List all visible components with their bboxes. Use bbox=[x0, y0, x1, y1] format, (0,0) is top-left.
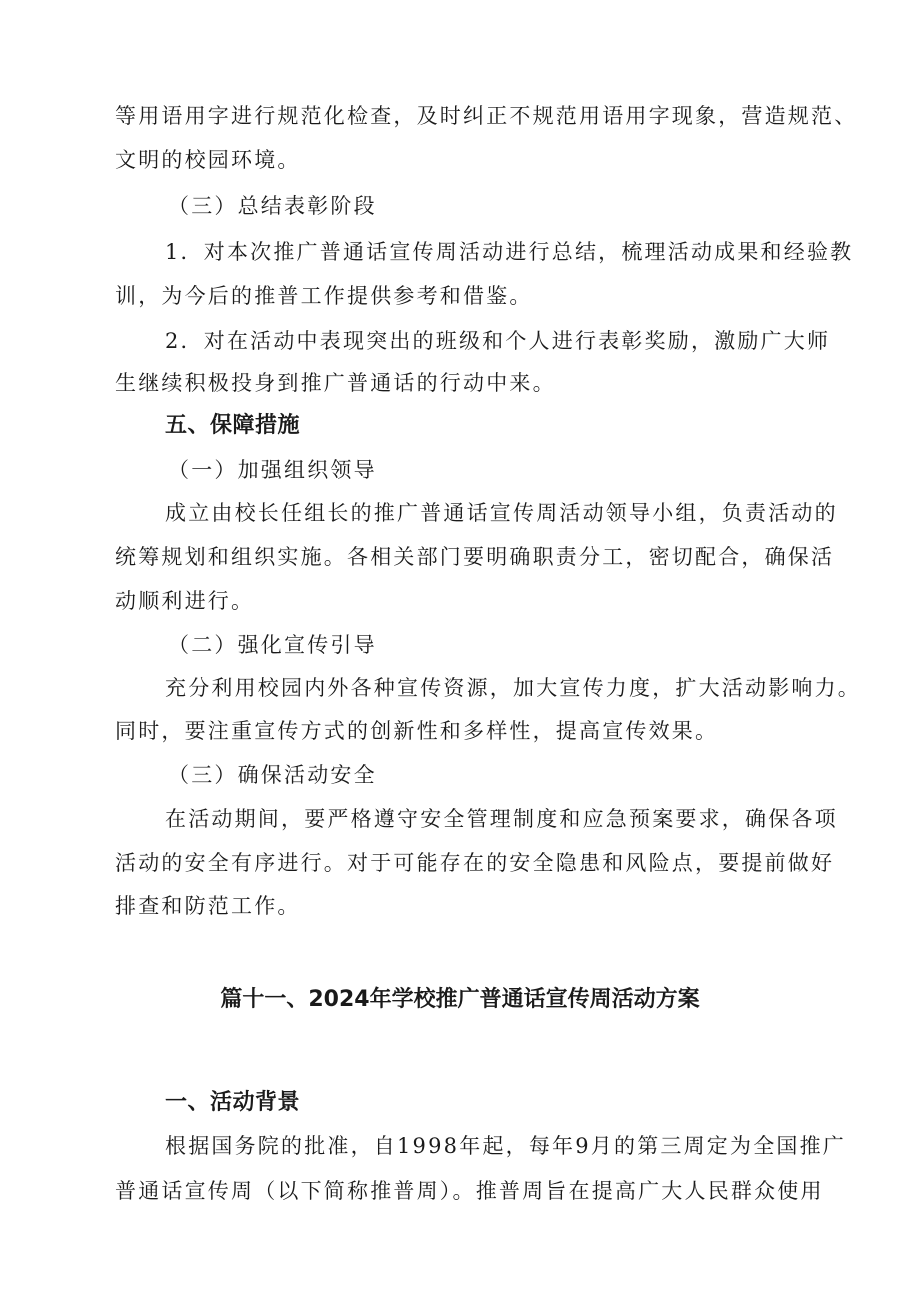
paragraph-line: 动顺利进行。 bbox=[115, 589, 255, 613]
paragraph-line: 排查和防范工作。 bbox=[115, 894, 301, 918]
paragraph-line: 在活动期间，要严格遵守安全管理制度和应急预案要求，确保各项 bbox=[165, 807, 838, 831]
paragraph-line: 根据国务院的批准，自1998年起，每年9月的第三周定为全国推广 bbox=[165, 1134, 847, 1158]
paragraph-line: 统筹规划和组织实施。各相关部门要明确职责分工，密切配合，确保活 bbox=[115, 545, 835, 569]
paragraph-line: 同时，要注重宣传方式的创新性和多样性，提高宣传效果。 bbox=[115, 719, 719, 743]
document-title: 篇十一、2024年学校推广普通话宣传周活动方案 bbox=[220, 987, 700, 1012]
section-heading: 一、活动背景 bbox=[165, 1090, 301, 1115]
section-heading: 五、保障措施 bbox=[165, 413, 301, 438]
paragraph-line: 充分利用校园内外各种宣传资源，加大宣传力度，扩大活动影响力。 bbox=[165, 676, 861, 700]
paragraph-line: 1．对本次推广普通话宣传周活动进行总结，梳理活动成果和经验教 bbox=[165, 240, 854, 264]
subsection-heading: （三）总结表彰阶段 bbox=[168, 194, 377, 218]
paragraph-line: 2．对在活动中表现突出的班级和个人进行表彰奖励，激励广大师 bbox=[165, 329, 831, 353]
paragraph-line: 训，为今后的推普工作提供参考和借鉴。 bbox=[115, 284, 533, 308]
paragraph-line: 文明的校园环境。 bbox=[115, 148, 301, 172]
subsection-heading: （一）加强组织领导 bbox=[168, 458, 377, 482]
paragraph-line: 等用语用字进行规范化检查，及时纠正不规范用语用字现象，营造规范、 bbox=[115, 104, 858, 128]
subsection-heading: （三）确保活动安全 bbox=[168, 763, 377, 787]
paragraph-line: 成立由校长任组长的推广普通话宣传周活动领导小组，负责活动的 bbox=[165, 501, 838, 525]
paragraph-line: 普通话宣传周（以下简称推普周）。推普周旨在提高广大人民群众使用 bbox=[115, 1179, 824, 1203]
paragraph-line: 生继续积极投身到推广普通话的行动中来。 bbox=[115, 371, 556, 395]
subsection-heading: （二）强化宣传引导 bbox=[168, 633, 377, 657]
paragraph-line: 活动的安全有序进行。对于可能存在的安全隐患和风险点，要提前做好 bbox=[115, 851, 835, 875]
